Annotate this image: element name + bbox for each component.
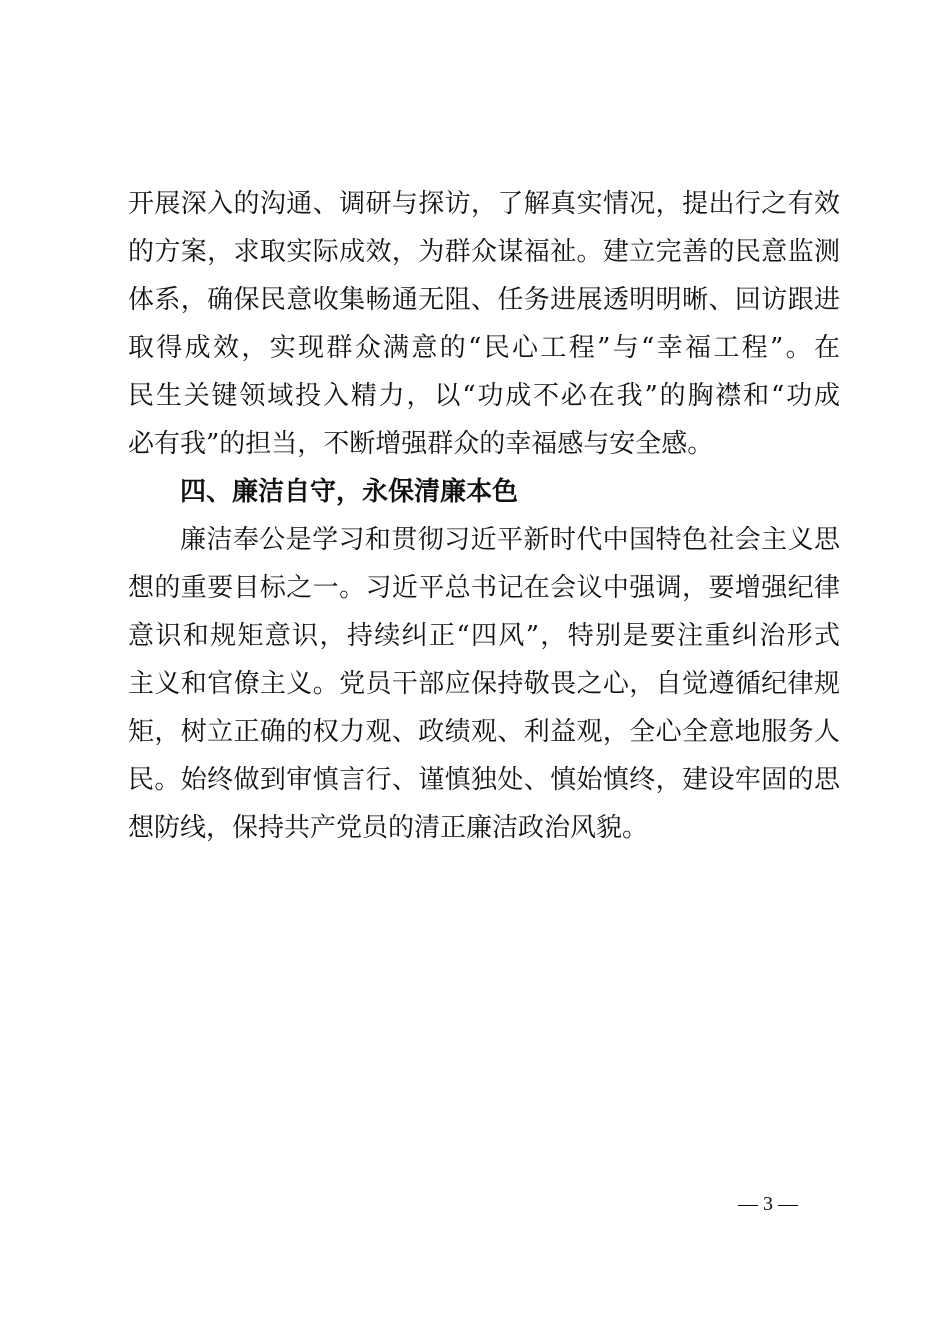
paragraph-2-line-7: 想防线，保持共产党员的清正廉洁政治风貌。 — [128, 813, 649, 843]
section-heading: 四、廉洁自守，永保清廉本色 — [180, 477, 519, 507]
paragraph-2-line-5: 矩，树立正确的权力观、政绩观、利益观，全心全意地服务人 — [128, 717, 840, 747]
paragraph-1-line-2: 的方案，求取实际成效，为群众谋福祉。建立完善的民意监测 — [128, 237, 840, 267]
paragraph-2-line-1: 廉洁奉公是学习和贯彻习近平新时代中国特色社会主义思 — [180, 525, 840, 555]
paragraph-2-line-3: 意识和规矩意识，持续纠正“四风”，特别是要注重纠治形式 — [128, 621, 840, 651]
paragraph-1-line-6: 必有我”的担当，不断增强群众的幸福感与安全感。 — [128, 429, 714, 459]
paragraph-2-line-4: 主义和官僚主义。党员干部应保持敬畏之心，自觉遵循纪律规 — [128, 669, 840, 699]
body-text — [128, 180, 840, 852]
paragraph-2-line-2: 想的重要目标之一。习近平总书记在会议中强调，要增强纪律 — [128, 573, 840, 603]
paragraph-1-line-3: 体系，确保民意收集畅通无阻、任务进展透明明晰、回访跟进 — [128, 285, 840, 315]
paragraph-1-line-1: 开展深入的沟通、调研与探访，了解真实情况，提出行之有效 — [128, 189, 840, 219]
paragraph-1-line-5: 民生关键领域投入精力，以“功成不必在我”的胸襟和“功成 — [128, 381, 840, 411]
page-number: — 3 — — [738, 1193, 798, 1215]
paragraph-1-line-4: 取得成效，实现群众满意的“民心工程”与“幸福工程”。在 — [128, 333, 840, 363]
paragraph-2-line-6: 民。始终做到审慎言行、谨慎独处、慎始慎终，建设牢固的思 — [128, 765, 840, 795]
